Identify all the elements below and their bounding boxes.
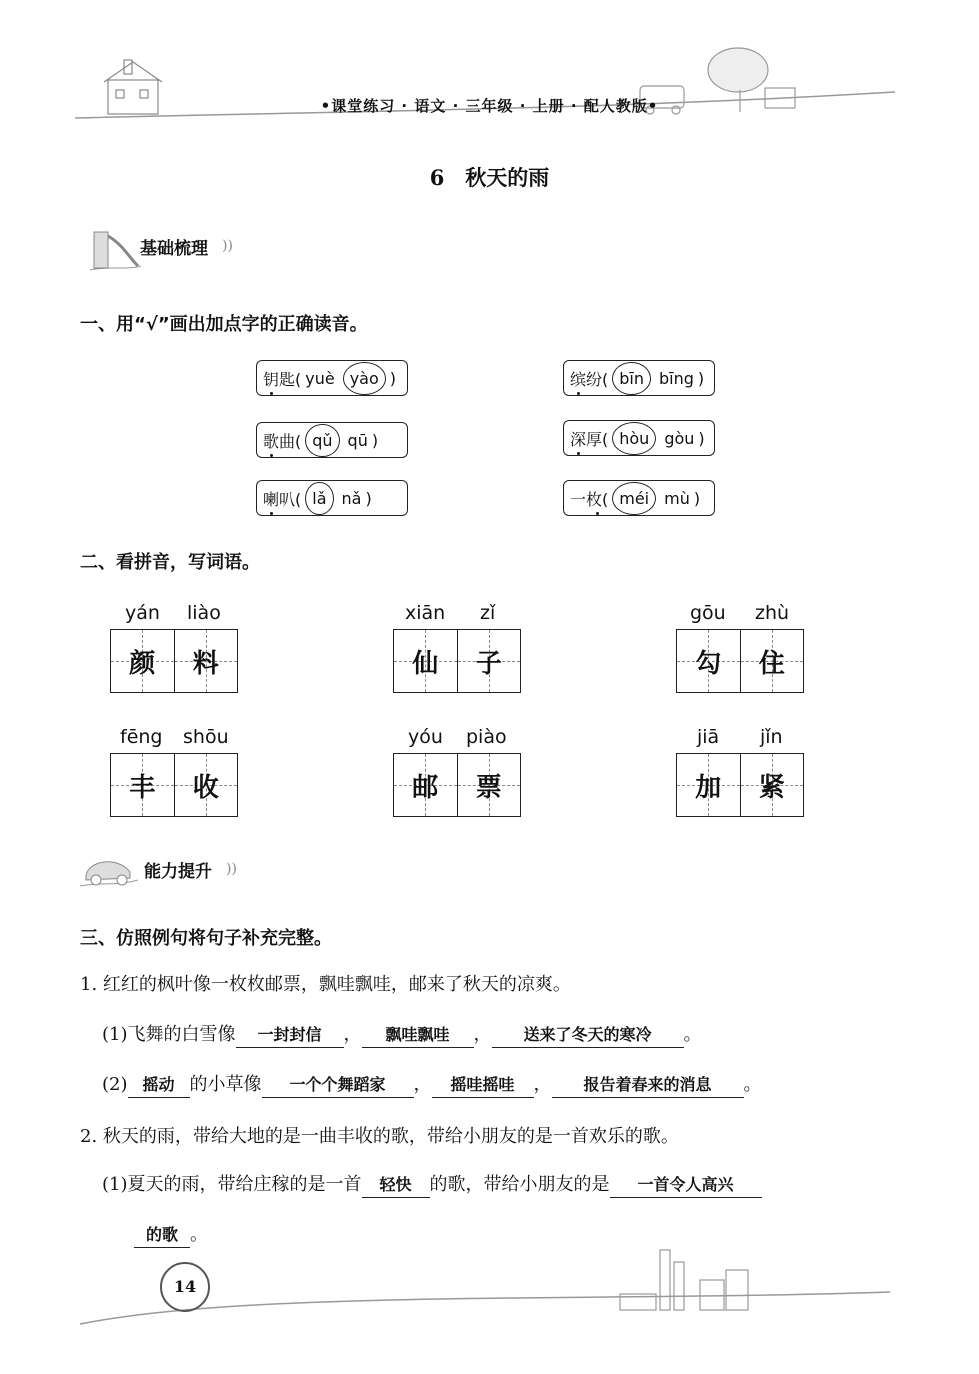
choice-box	[256, 360, 408, 396]
question-3-heading: 三、仿照例句将句子补充完整。	[80, 928, 332, 949]
answer-blank[interactable]: 摇动	[128, 1073, 190, 1098]
pinyin: yóu	[408, 726, 443, 748]
pinyin: xiān	[405, 602, 446, 624]
option[interactable]: gòu	[664, 428, 695, 448]
emphasis-dot	[596, 512, 599, 515]
option[interactable]: yuè	[305, 368, 335, 388]
paren: )	[365, 488, 372, 508]
option[interactable]: mù	[664, 488, 690, 508]
answer-blank[interactable]: 轻快	[362, 1173, 430, 1198]
pinyin: zǐ	[480, 602, 496, 624]
text: ，	[343, 1024, 362, 1045]
section-badge-ability: 能力提升	[144, 862, 212, 882]
paren: )	[697, 368, 705, 388]
emphasis-dot	[270, 454, 273, 457]
answer-blank[interactable]: 飘哇飘哇	[362, 1023, 474, 1048]
char: 邮	[412, 772, 439, 803]
pinyin: liào	[187, 602, 221, 624]
footer-decoration	[0, 1240, 979, 1350]
pinyin: fēng	[120, 726, 163, 748]
choice-box	[563, 480, 715, 516]
pinyin: zhù	[755, 602, 790, 624]
tian-grid	[110, 753, 238, 817]
text: ，	[413, 1074, 432, 1095]
paren: )	[698, 428, 705, 448]
badge-waves: ))	[226, 861, 237, 877]
pinyin: piào	[466, 726, 507, 748]
word: 钥匙(	[263, 367, 301, 390]
answer-line-1-1	[102, 1020, 702, 1048]
pinyin: jiā	[697, 726, 720, 748]
option-selected[interactable]: méi	[612, 482, 656, 515]
char: 丰	[129, 772, 156, 803]
tian-grid	[676, 629, 804, 693]
option[interactable]: qū	[347, 430, 368, 450]
char: 料	[192, 648, 219, 679]
char: 紧	[758, 772, 785, 803]
tian-grid	[393, 629, 521, 693]
word: 缤纷(	[570, 367, 608, 390]
tian-grid	[676, 753, 804, 817]
tian-grid	[393, 753, 521, 817]
text: (1)夏天的雨，带给庄稼的是一首	[102, 1174, 362, 1195]
text: 。	[190, 1224, 208, 1245]
answer-line-2-1	[102, 1170, 762, 1198]
char: 收	[192, 772, 219, 803]
option[interactable]: bīng	[659, 368, 694, 388]
text: ，	[473, 1024, 492, 1045]
text: ，	[533, 1074, 552, 1095]
option-selected[interactable]: hòu	[612, 422, 656, 455]
char: 住	[758, 648, 785, 679]
char: 勾	[695, 648, 722, 679]
answer-line-1-2	[102, 1070, 762, 1098]
slide-icon	[88, 226, 143, 274]
page-title: 6 秋天的雨	[429, 165, 550, 190]
example-sentence-2: 2. 秋天的雨，带给大地的是一曲丰收的歌，带给小朋友的是一首欢乐的歌。	[80, 1126, 679, 1147]
option-selected[interactable]: yào	[343, 362, 386, 395]
pinyin: gōu	[690, 602, 726, 624]
emphasis-dot	[577, 452, 580, 455]
answer-blank[interactable]: 送来了冬天的寒冷	[492, 1023, 684, 1048]
text: 。	[683, 1024, 702, 1045]
word: 深厚(	[570, 427, 608, 450]
text: 的歌，带给小朋友的是	[429, 1174, 610, 1195]
char: 子	[475, 648, 502, 679]
emphasis-dot	[270, 392, 273, 395]
header-decoration	[0, 0, 979, 140]
pinyin: shōu	[183, 726, 229, 748]
paren: )	[371, 430, 379, 450]
emphasis-dot	[577, 392, 580, 395]
char: 加	[695, 772, 722, 803]
char: 仙	[412, 648, 439, 679]
question-1-heading: 一、用“√”画出加点字的正确读音。	[80, 314, 368, 335]
answer-blank[interactable]: 报告着春来的消息	[552, 1073, 744, 1098]
answer-blank[interactable]: 一个个舞蹈家	[262, 1073, 414, 1098]
option-selected[interactable]: bīn	[612, 362, 651, 395]
text: (1)飞舞的白雪像	[102, 1024, 236, 1045]
car-icon	[78, 850, 140, 892]
answer-blank[interactable]: 一首令人高兴	[610, 1173, 762, 1198]
text: 。	[743, 1074, 762, 1095]
word: 一枚(	[570, 487, 608, 510]
tian-grid	[110, 629, 238, 693]
word: 歌曲(	[263, 429, 301, 452]
paren: )	[693, 488, 701, 508]
example-sentence-1: 1. 红红的枫叶像一枚枚邮票，飘哇飘哇，邮来了秋天的凉爽。	[80, 974, 571, 995]
emphasis-dot	[270, 512, 273, 515]
choice-box	[256, 480, 408, 516]
page-number: 14	[160, 1262, 210, 1312]
char: 票	[475, 772, 502, 803]
char: 颜	[129, 648, 156, 679]
header-text: •课堂练习 · 语文 · 三年级 · 上册 · 配人教版•	[320, 97, 659, 115]
badge-waves: ))	[222, 238, 233, 254]
answer-blank[interactable]: 摇哇摇哇	[432, 1073, 534, 1098]
answer-blank[interactable]: 一封封信	[236, 1023, 344, 1048]
city-illustration	[620, 1250, 748, 1310]
text: (2)	[102, 1074, 128, 1095]
answer-blank[interactable]: 的歌	[134, 1223, 190, 1248]
word: 喇叭(	[263, 487, 301, 510]
option-selected[interactable]: qǔ	[305, 424, 339, 457]
section-badge-basic: 基础梳理	[140, 239, 208, 259]
option-selected[interactable]: lǎ	[305, 482, 333, 515]
choice-box	[563, 360, 715, 396]
option[interactable]: nǎ	[341, 488, 362, 508]
choice-box	[563, 420, 715, 456]
text: 的小草像	[189, 1074, 262, 1095]
question-2-heading: 二、看拼音，写词语。	[80, 552, 260, 573]
pinyin: yán	[125, 602, 160, 624]
choice-box	[256, 422, 408, 458]
paren: )	[389, 368, 397, 388]
pinyin: jǐn	[760, 726, 783, 748]
